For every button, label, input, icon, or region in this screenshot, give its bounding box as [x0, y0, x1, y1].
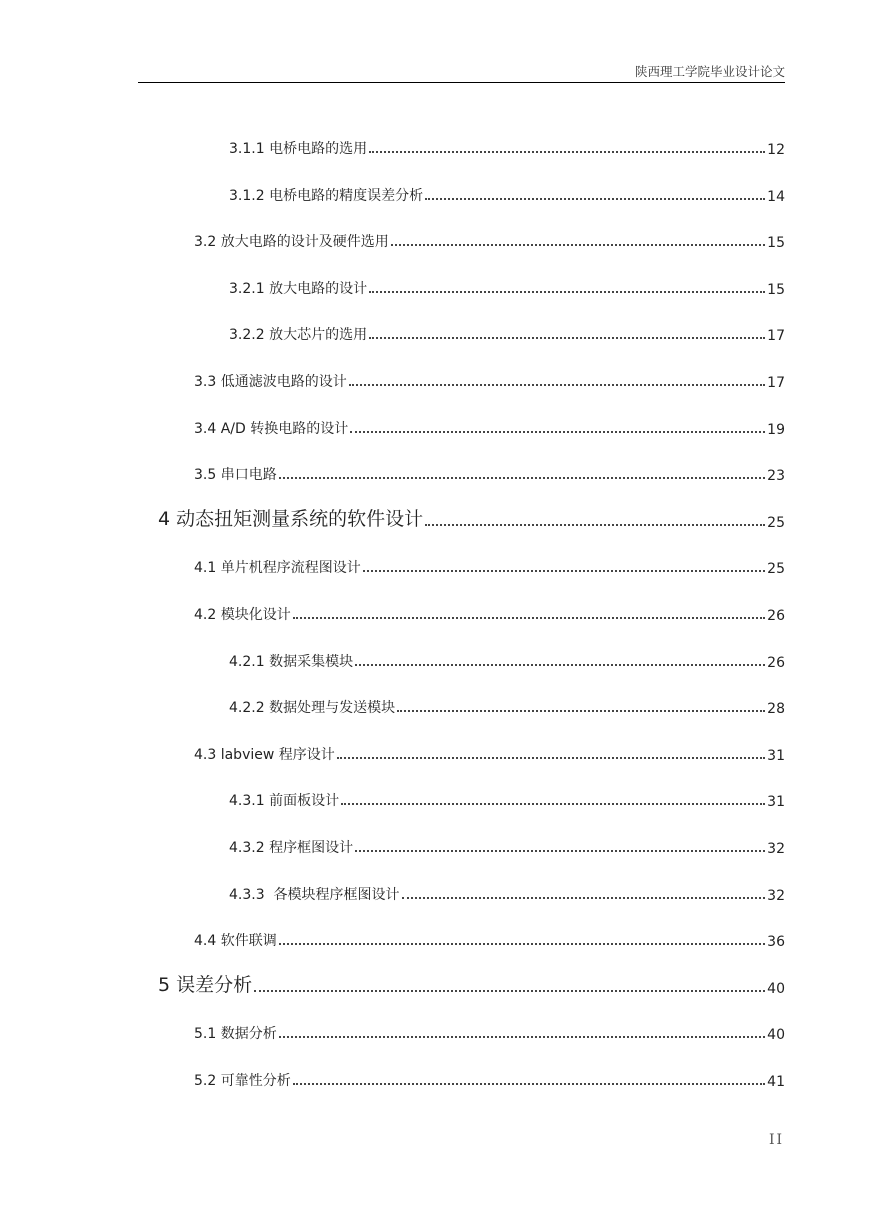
toc-entry[interactable]	[194, 227, 785, 251]
toc-entry-label: 4.3 labview 程序设计	[194, 746, 335, 763]
toc-entry-page: 40	[767, 980, 785, 997]
toc-entry-label: 4.3.3 各模块程序框图设计	[229, 886, 400, 903]
toc-entry-label: 4.3.2 程序框图设计	[229, 840, 354, 856]
toc-entry-page: 31	[767, 747, 785, 764]
page-number: II	[768, 1132, 784, 1148]
toc-entry-label: 3.2.1 放大电路的设计	[229, 280, 368, 297]
toc-entry[interactable]	[158, 967, 785, 997]
toc-entry[interactable]	[194, 600, 785, 624]
dot-leader	[279, 943, 765, 945]
toc-entry-page: 26	[767, 608, 785, 624]
toc-entry[interactable]	[229, 786, 785, 810]
dot-leader	[402, 897, 765, 899]
dot-leader	[391, 244, 765, 246]
header-title: 陕西理工学院毕业设计论文	[634, 64, 785, 79]
toc-entry-page: 36	[767, 934, 785, 951]
toc-entry-label: 4.1 单片机程序流程图设计	[194, 560, 361, 577]
toc-entry-page: 25	[767, 514, 785, 531]
toc-entry-page: 17	[767, 375, 785, 391]
toc-entry-label: 3.4 A/D 转换电路的设计	[194, 420, 349, 437]
dot-leader	[369, 151, 765, 153]
toc-entry-page: 12	[767, 142, 785, 158]
dot-leader	[341, 803, 765, 805]
toc-entry-label: 3.2 放大电路的设计及硬件选用	[194, 234, 389, 251]
toc-entry-page: 26	[767, 654, 785, 671]
dot-leader	[355, 850, 765, 852]
toc-entry-label: 3.2.2 放大芯片的选用	[229, 327, 368, 344]
toc-entry-label: 4.2.2 数据处理与发送模块	[229, 700, 396, 717]
toc-entry[interactable]	[229, 320, 785, 344]
toc-entry[interactable]	[194, 460, 785, 484]
toc-entry-page: 32	[767, 841, 785, 857]
toc-entry-label: 4 动态扭矩测量系统的软件设计	[158, 507, 424, 530]
toc-entry-label: 4.2.1 数据采集模块	[229, 653, 354, 670]
dot-leader	[397, 710, 765, 712]
dot-leader	[369, 337, 765, 339]
toc-entry[interactable]	[194, 553, 785, 577]
dot-leader	[254, 990, 765, 992]
toc-entry[interactable]	[158, 501, 785, 531]
toc-entry-label: 5.2 可靠性分析	[194, 1073, 291, 1089]
toc-entry-label: 5.1 数据分析	[194, 1026, 277, 1043]
dot-leader	[369, 291, 765, 293]
toc-entry[interactable]	[229, 833, 785, 857]
dot-leader	[279, 1036, 765, 1038]
toc-entry-page: 32	[767, 887, 785, 904]
toc-entry[interactable]	[229, 274, 785, 298]
toc-entry-page: 15	[767, 235, 785, 252]
toc-entry[interactable]	[229, 647, 785, 671]
toc-entry[interactable]	[194, 1066, 785, 1090]
toc-entry[interactable]	[229, 181, 785, 205]
toc-entry-label: 3.1.2 电桥电路的精度误差分析	[229, 187, 424, 204]
dot-leader	[363, 570, 765, 572]
toc-entry-page: 25	[767, 561, 785, 578]
toc-entry[interactable]	[229, 880, 785, 904]
dot-leader	[349, 384, 765, 386]
dot-leader	[293, 617, 765, 619]
toc-entry-page: 41	[767, 1074, 785, 1090]
dot-leader	[350, 431, 765, 433]
toc-entry-page: 31	[767, 794, 785, 811]
toc-entry-label: 4.2 模块化设计	[194, 607, 291, 623]
dot-leader	[279, 477, 765, 479]
toc-entry-page: 15	[767, 281, 785, 298]
dot-leader	[425, 198, 765, 200]
toc-entry-page: 19	[767, 421, 785, 438]
toc-entry[interactable]	[194, 740, 785, 764]
toc-entry[interactable]	[229, 693, 785, 717]
toc-entry-label: 3.3 低通滤波电路的设计	[194, 374, 347, 390]
toc-entry-label: 4.3.1 前面板设计	[229, 793, 340, 810]
toc-entry-page: 17	[767, 328, 785, 345]
toc-entry[interactable]	[194, 926, 785, 950]
dot-leader	[337, 757, 765, 759]
dot-leader	[425, 524, 765, 526]
toc-entry-label: 4.4 软件联调	[194, 933, 277, 950]
toc-entry[interactable]	[194, 367, 785, 391]
toc-entry-page: 23	[767, 468, 785, 485]
toc-entry-page: 14	[767, 188, 785, 205]
toc-entry-label: 5 误差分析	[158, 973, 253, 996]
toc-entry-label: 3.5 串口电路	[194, 467, 277, 484]
toc-entry[interactable]	[194, 1019, 785, 1043]
toc-entry-page: 40	[767, 1027, 785, 1044]
toc-entry[interactable]	[229, 134, 785, 158]
toc-entry[interactable]	[194, 414, 785, 438]
page-header	[138, 58, 785, 83]
dot-leader	[355, 664, 765, 666]
toc-entry-page: 28	[767, 701, 785, 718]
toc-entry-label: 3.1.1 电桥电路的选用	[229, 141, 368, 157]
dot-leader	[293, 1083, 765, 1085]
